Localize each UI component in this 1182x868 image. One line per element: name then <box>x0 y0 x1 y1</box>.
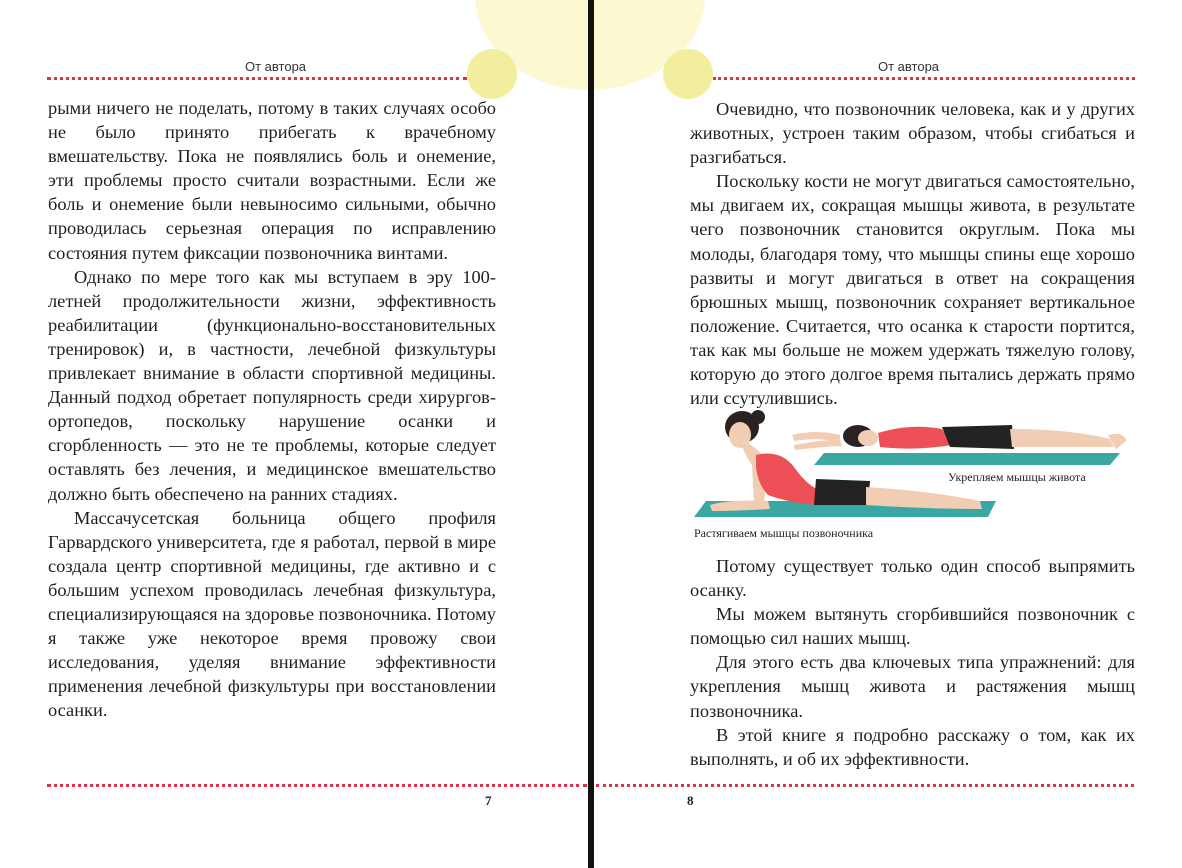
caption-abdominal: Укрепляем мышцы живота <box>948 470 1086 484</box>
bottom-rule-left <box>47 784 587 787</box>
page-number-right: 8 <box>687 793 694 808</box>
running-head-right: От автора <box>878 59 940 74</box>
paragraph: Мы можем вытянуть сгорбившийся позвоночник с помощью сил наших мышц. <box>690 604 1135 649</box>
right-page-body-top <box>690 97 1135 410</box>
exercise-mat-back <box>814 453 1120 465</box>
paragraph: Поскольку кости не могут двигаться самостоятельно, мы двигаем их, сокращая мышцы живота, в результате чего позвоночник становится округлым. Пока мы молоды, благодаря тому, что мышцы спины еще хорошо развиты и могут двигаться в ответ на сокращения брюшных мышц, позвоночник сохраняет вертикальное положение. Считается, что осанка к старости портится, так как мы больше не можем удержать тяжелую голову, которую до этого долгое время пытались держать прямо или ссутулившись. <box>690 171 1135 409</box>
caption-spine: Растягиваем мышцы позвоночника <box>694 526 874 540</box>
paragraph: рыми ничего не поделать, потому в таких случаях особо не было принято прибегать к врачебному вмешательству. Пока не появлялись боль и онемение, эти проблемы просто считали возрастными. Если же боль и онемение были невыносимо сильными, обычно проводилась серьезная операция по исправлению состояния путем фиксации позвоночника винтами. <box>48 98 496 263</box>
right-page-body-bottom <box>690 554 1135 771</box>
top-rule-right <box>713 77 1135 80</box>
bottom-rule-right <box>596 784 1134 787</box>
exercise-illustration <box>690 405 1130 545</box>
left-page-body <box>48 96 496 722</box>
paragraph: Массачусетская больница общего профиля Гарвардского университета, где я работал, первой в мире создала центр спортивной медицины, где активно и с большим успехом проводилась лечебная физкультура, специализирующаяся на здоровье позвоночника. Потому я также уже некоторое время провожу свои исследования, уделяя внимание эффективности применения лечебной физкультуры при восстановлении осанки. <box>48 507 496 721</box>
paragraph: Очевидно, что позвоночник человека, как и у других животных, устроен таким образом, чтобы сгибаться и разгибаться. <box>690 99 1135 168</box>
paragraph: Потому существует только один способ выпрямить осанку. <box>690 556 1135 601</box>
running-head-left: От автора <box>245 59 307 74</box>
paragraph: В этой книге я подробно расскажу о том, как их выполнять, и об их эффективности. <box>690 724 1135 769</box>
abdominal-exercise-figure <box>792 425 1126 465</box>
page-number-left: 7 <box>485 793 492 808</box>
paragraph: Для этого есть два ключевых типа упражнений: для укрепления мышц живота и растяжения мышц позвоночника. <box>690 652 1135 721</box>
top-rule-left <box>47 77 467 80</box>
paragraph: Однако по мере того как мы вступаем в эру 100-летней продолжительности жизни, эффективность реабилитации (функционально-восстановительных тренировок) и, в частности, лечебной физкультуры привлекает внимание в области спортивной медицины. Данный подход обретает популярность среди хирургов-ортопедов, поскольку нарушение осанки и сгорбленность — это не те проблемы, которые следует оставлять без лечения, и медицинское вмешательство должно быть обеспечено на ранних стадиях. <box>48 266 496 504</box>
